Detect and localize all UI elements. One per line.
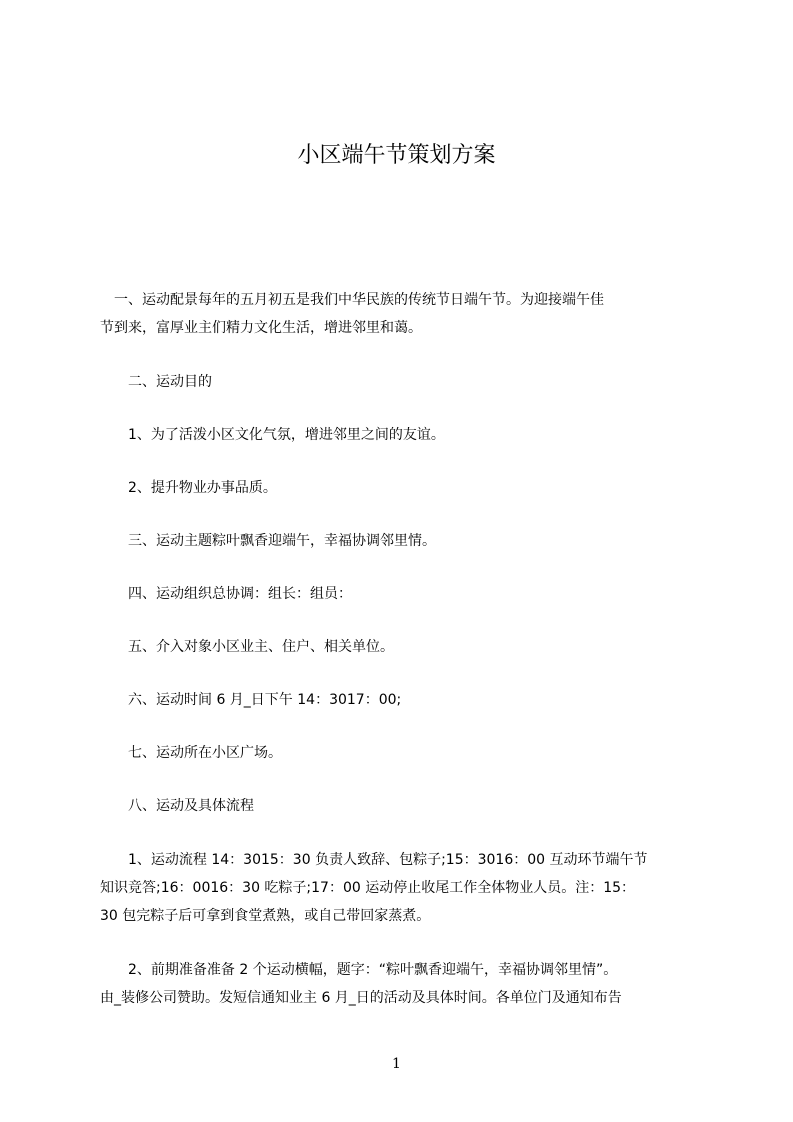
paragraph-line: 二、运动目的 [100,374,212,390]
document-title: 小区端午节策划方案 [297,143,496,168]
paragraph-location [100,739,720,767]
paragraph-purpose-1 [100,421,720,449]
paragraph-line: 由_装修公司赞助。发短信通知业主 6 月_日的活动及具体时间。各单位门及通知布告 [100,990,622,1006]
paragraph-line: 2、前期准备准备 2 个运动横幅，题字：“粽叶飘香迎端午，幸福协调邻里情”。 [100,962,618,978]
paragraph-line: 一、运动配景每年的五月初五是我们中华民族的传统节日端午节。为迎接端午佳 [100,292,604,308]
paragraph-line: 七、运动所在小区广场。 [100,745,282,761]
paragraph-purpose-2 [100,474,720,502]
paragraph-heading-purpose [100,368,720,396]
paragraph-organization [100,580,720,608]
page-number: 1 [392,1056,401,1072]
paragraph-line: 节到来，富厚业主们精力文化生活，增进邻里和蔼。 [100,320,422,336]
paragraph-line: 30 包完粽子后可拿到食堂煮熟，或自己带回家蒸煮。 [100,908,431,924]
paragraph-line: 1、运动流程 14：3015：30 负责人致辞、包粽子;15：3016：00 互动环节端午节 [100,852,648,868]
paragraph-line: 五、介入对象小区业主、住户、相关单位。 [100,639,394,655]
paragraph-background [100,286,720,342]
paragraph-line: 2、提升物业办事品质。 [100,480,277,496]
paragraph-participants [100,633,720,661]
paragraph-heading-process [100,792,720,820]
paragraph-line: 八、运动及具体流程 [100,798,254,814]
paragraph-line: 知识竞答;16：0016：30 吃粽子;17：00 运动停止收尾工作全体物业人员。注：15： [100,880,636,896]
paragraph-process-flow [100,846,720,930]
paragraph-line: 1、为了活泼小区文化气氛，增进邻里之间的友谊。 [100,427,445,443]
paragraph-line: 四、运动组织总协调：组长：组员： [100,586,352,602]
paragraph-line: 六、运动时间 6 月_日下午 14：3017：00; [100,692,402,708]
paragraph-theme [100,527,720,555]
paragraph-line: 三、运动主题粽叶飘香迎端午，幸福协调邻里情。 [100,533,436,549]
paragraph-preparation [100,956,720,1012]
paragraph-time [100,686,720,714]
